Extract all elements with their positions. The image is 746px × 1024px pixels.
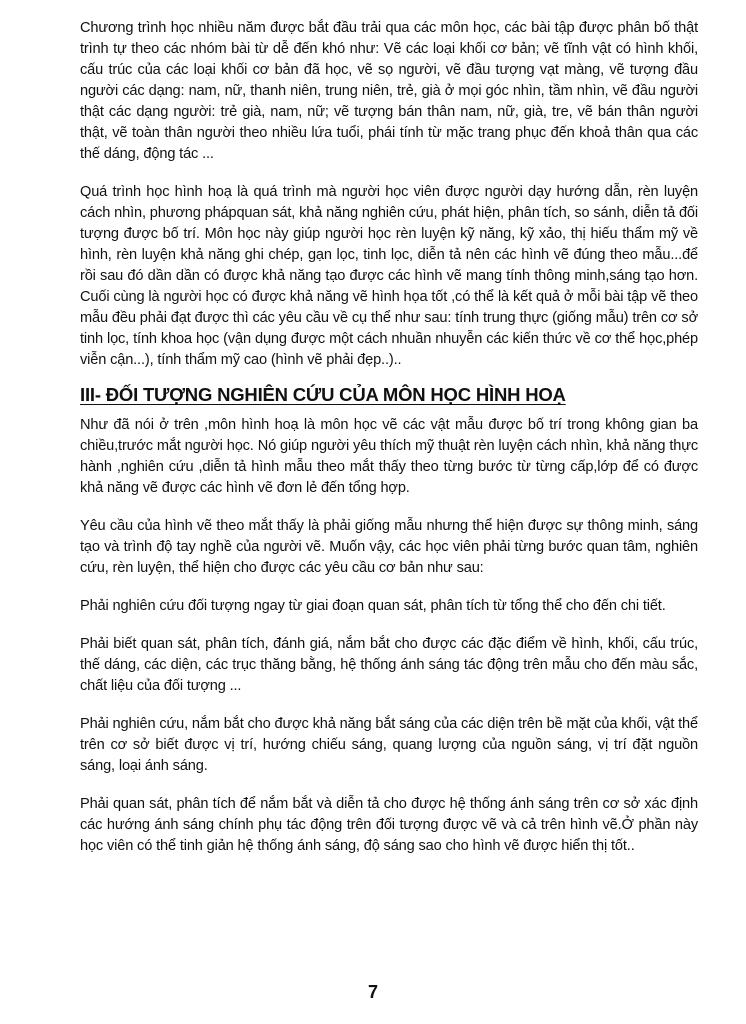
paragraph-subject-definition: Như đã nói ở trên ,môn hình hoạ là môn học vẽ các vật mẫu được bố trí trong không gian ba chiều,trước mắt người học. Nó giúp người yêu thích mỹ thuật rèn luyện cách nhìn, khả năng thực hành ,nghiên cứu ,diễn tả hình mẫu theo mắt thấy theo từng bước từ từng cấp,lớp để có được khả năng vẽ được các hình vẽ đơn lẻ đến tổng hợp. [80,417,698,496]
paragraph-study-object: Phải nghiên cứu đối tượng ngay từ giai đoạn quan sát, phân tích từ tổng thể cho đến chi tiết. [80,598,666,614]
paragraph-observe-analyze: Phải biết quan sát, phân tích, đánh giá, nắm bắt cho được các đặc điểm về hình, khối, cấu trúc, thế dáng, các diện, các trục thăng bằng, hệ thống ánh sáng tác động trên mẫu cho đến màu sắc, chất liệu của đối tượng ... [80,636,698,694]
paragraph-light-capture: Phải nghiên cứu, nắm bắt cho được khả năng bắt sáng của các diện trên bề mặt của khối, vật thể trên cơ sở biết được vị trí, hướng chiếu sáng, quang lượng của nguồn sáng, vị trí đặt nguồn sáng, loại ánh sáng. [80,716,698,774]
paragraph-curriculum: Chương trình học nhiều năm được bắt đầu trải qua các môn học, các bài tập được phân bố thật trình tự theo các nhóm bài từ dễ đến khó như: Vẽ các loại khối cơ bản; vẽ tĩnh vật có hình khối, cấu trúc của các loại khối cơ bản đã học, vẽ sọ người, vẽ đầu tượng vạt màng, vẽ tượng đầu người các dạng: nam, nữ, thanh niên, trung niên, trẻ, già ở mọi góc nhìn, tầm nhìn, vẽ đầu người thật các dạng người: trẻ già, nam, nữ; vẽ tượng bán thân nam, nữ, già, tre, vẽ bán thân người thật, vẽ toàn thân người theo nhiều lứa tuổi, phái tính từ mặc trang phục đến khoả thân qua các thế dáng, động tác ... [80,20,698,162]
page-number: 7 [367,982,378,1002]
paragraph-drawing-requirements: Yêu cầu của hình vẽ theo mắt thấy là phải giống mẫu nhưng thể hiện được sự thông minh, sáng tạo và trình độ tay nghề của người vẽ. Muốn vậy, các học viên phải từng bước quan tâm, nghiên cứu, rèn luyện, thể hiện cho được các yêu cầu cơ bản như sau: [80,518,698,576]
section-heading: III- ĐỐI TƯỢNG NGHIÊN CỨU CỦA MÔN HỌC HÌNH HOẠ [80,384,566,405]
paragraph-learning-process: Quá trình học hình hoạ là quá trình mà người học viên được người dạy hướng dẫn, rèn luyện cách nhìn, phương phápquan sát, khả năng nghiên cứu, phát hiện, phân tích, so sánh, diễn tả đối tượng được bố trí. Môn học này giúp người học rèn luyện kỹ năng, kỹ xảo, thị hiếu thẩm mỹ về hình, rèn luyện khả năng ghi chép, gạn lọc, tinh lọc, diễn tả nên các hình vẽ đúng theo mẫu...để rồi sau đó dần dần có được khả năng tạo được các hình vẽ mang tính thông minh,sáng tạo hơn. Cuối cùng là người học có được khả năng vẽ hình họa tốt ,có thể là kết quả ở mỗi bài tập vẽ theo mẫu đều phải đạt được thì các yêu cầu về cụ thể như sau: tính trung thực (giống mẫu) trên cơ sở tinh lọc, tính khoa học (vận dụng được một cách nhuần nhuyễn các kiến thức về cơ thể học,phép viễn cận...), tính thẩm mỹ cao (hình vẽ phải đẹp..).. [80,184,698,368]
paragraph-light-system: Phải quan sát, phân tích để nắm bắt và diễn tả cho được hệ thống ánh sáng trên cơ sở xác định các hướng ánh sáng chính phụ tác động trên đối tượng được vẽ và cả trên hình vẽ.Ở phần này học viên có thể tinh giản hệ thống ánh sáng, độ sáng sao cho hình vẽ được hiển thị tốt.. [80,796,698,854]
